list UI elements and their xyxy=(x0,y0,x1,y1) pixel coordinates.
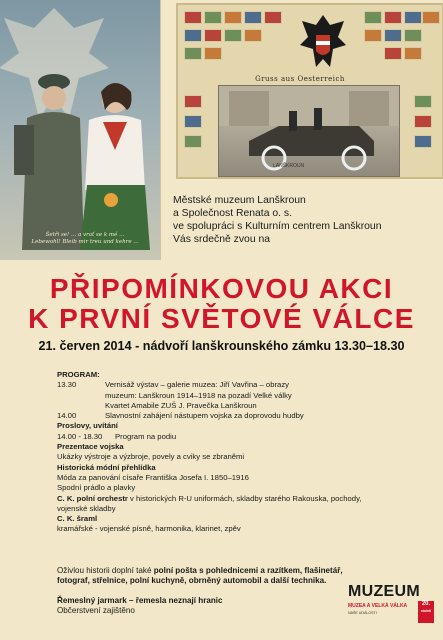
stamp xyxy=(244,29,262,42)
logo-text: MUZEUM xyxy=(348,583,421,600)
stamp xyxy=(422,11,440,24)
program-section-heading: C. K. šraml xyxy=(57,514,98,524)
program-row xyxy=(57,494,437,504)
intro-line-2: a Společnost Renata o. s. xyxy=(173,208,292,219)
program-text: Program na podiu xyxy=(115,431,177,441)
photo-caption xyxy=(30,232,140,246)
stamp xyxy=(414,115,432,128)
program-row xyxy=(57,432,437,442)
stamp xyxy=(184,135,202,148)
stamp xyxy=(204,11,222,24)
event-date-line: 21. červen 2014 - nádvoří lanškrounského zámku 13.30–18.30 xyxy=(38,339,405,353)
stamp xyxy=(184,115,202,128)
stamp xyxy=(384,47,402,60)
logo-badge-bottom: století xyxy=(420,609,432,613)
program-section xyxy=(57,370,437,535)
program-text: Kvartet Amabile ZUŠ J. Pravečka Lanškroun xyxy=(105,400,257,410)
program-row xyxy=(57,391,437,401)
footer-spacer xyxy=(57,587,357,596)
program-time: 14.00 xyxy=(57,411,77,421)
event-title-line-2: K PRVNÍ SVĚTOVÉ VÁLCE xyxy=(28,303,415,334)
program-text: Móda za panování císaře Františka Josefa I. 1850–1916 xyxy=(57,472,249,482)
stamp xyxy=(384,11,402,24)
program-text: kramářské - vojenské písně, harmonika, klarinet, zpěv xyxy=(57,524,241,534)
stamp xyxy=(414,95,432,108)
stamp xyxy=(184,47,202,60)
stamp xyxy=(184,11,202,24)
footer-line-3: Řemeslný jarmark – řemesla neznají hranic xyxy=(57,595,223,605)
footer-line-1 xyxy=(57,566,357,576)
program-text: muzeum: Lanškroun 1914–1918 na pozadí Velké války xyxy=(105,390,292,400)
intro-line-1: Městské muzeum Lanškroun xyxy=(173,195,306,206)
stamp xyxy=(404,29,422,42)
stamp xyxy=(414,135,432,148)
footer-text xyxy=(57,566,357,617)
vintage-car-street-photo xyxy=(218,85,400,177)
event-title xyxy=(0,274,443,334)
program-time: 13.30 xyxy=(57,380,77,390)
logo-subtitle: MUZEA A VELKÁ VÁLKA xyxy=(348,603,408,609)
program-text: Ukázky výstroje a výzbroje, povely a cviky se zbraněmi xyxy=(57,452,245,462)
intro-text xyxy=(173,194,443,246)
stamp xyxy=(204,29,222,42)
stamp xyxy=(364,11,382,24)
program-text: Spodní prádlo a plavky xyxy=(57,483,136,493)
program-heading: PROGRAM: xyxy=(57,370,100,379)
program-row xyxy=(57,411,437,421)
program-time: 14.00 - 18.30 xyxy=(57,431,103,441)
stamp xyxy=(244,11,262,24)
program-row xyxy=(57,380,437,390)
woman-figure xyxy=(75,70,155,250)
stamp xyxy=(364,29,382,42)
program-section-heading: C. K. polní orchestr xyxy=(57,493,128,503)
program-time xyxy=(57,401,105,411)
program-row xyxy=(57,401,437,411)
logo-badge-top: 20. xyxy=(421,601,431,607)
logo-badge xyxy=(418,601,434,623)
program-section-heading: Prezentace vojska xyxy=(57,442,124,452)
vintage-couple-photo xyxy=(0,0,161,260)
stamp xyxy=(384,29,402,42)
photo-caption-line-1: Šetři se! ... a vrať se k mé ... xyxy=(45,232,125,238)
stamp xyxy=(184,95,202,108)
muzeum-logo xyxy=(348,583,436,633)
stamp xyxy=(404,47,422,60)
stamp xyxy=(404,11,422,24)
intro-line-3: ve spolupráci s Kulturním centrem Lanškroun xyxy=(173,221,382,232)
program-time xyxy=(57,391,105,401)
stamp xyxy=(204,47,222,60)
stamp xyxy=(264,11,282,24)
stamp xyxy=(224,11,242,24)
program-text: Vernisáž výstav – galerie muzea: Jiří Vavřina – obrazy xyxy=(105,380,290,390)
postcard-greeting: Gruss aus Oesterreich xyxy=(255,75,345,83)
intro-line-4: Vás srdečně zvou na xyxy=(173,234,271,245)
stamp xyxy=(184,29,202,42)
footer-line-2: fotograf, střelnice, polní kuchyně, obrněný automobil a další technika. xyxy=(57,576,327,586)
program-text: v historických R-U uniformách, skladby starého Rakouska, pochody, xyxy=(127,493,362,503)
event-title-line-1: PŘIPOMÍNKOVOU AKCI xyxy=(49,273,394,304)
footer-highlight: polní pošta s pohlednicemi a razítkem, flašinetář, xyxy=(153,566,343,575)
footer-line-4: Občerstvení zajištěno xyxy=(57,606,135,616)
program-text: Slavnostní zahájení nástupem vojska za doprovodu hudby xyxy=(105,411,304,421)
program-section-heading: Proslovy, uvítání xyxy=(57,421,118,431)
photo-caption-line-2: Lebewohl! Bleib mir treu und kehre ... xyxy=(31,239,139,245)
stamp xyxy=(224,29,242,42)
footer-prefix: Oživlou historii doplní také xyxy=(57,566,154,575)
postcard-location-label: LANŠKROUN xyxy=(273,163,305,169)
program-text: vojenské skladby xyxy=(57,503,116,513)
program-section-heading: Historická módní přehlídka xyxy=(57,462,156,472)
historic-postcard xyxy=(176,3,443,179)
logo-subtitle-2: NAŠE UDÁLOSTI xyxy=(348,611,377,615)
coat-of-arms-icon xyxy=(298,11,348,73)
